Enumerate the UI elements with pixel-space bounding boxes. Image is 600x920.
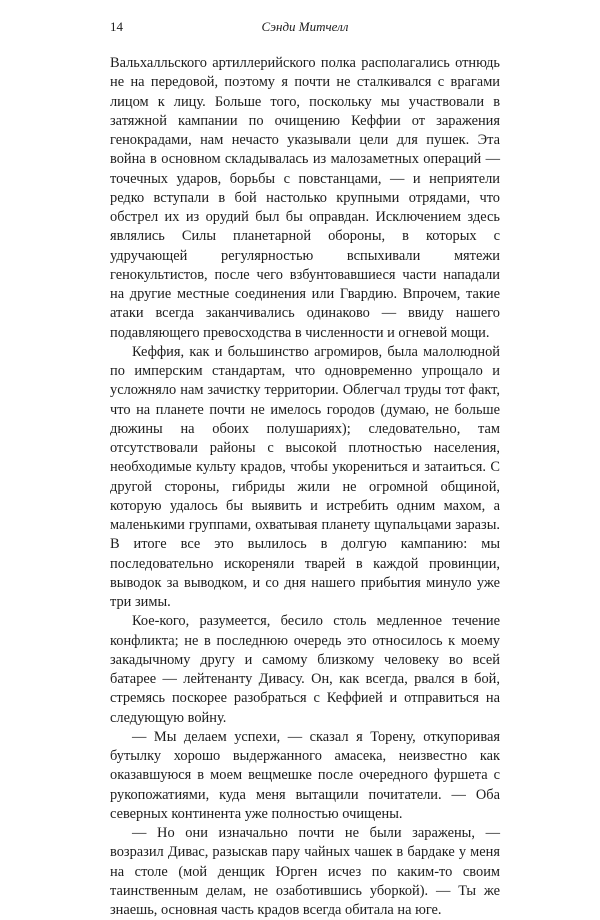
running-title: Сэнди Митчелл [261,19,349,34]
dialogue-paragraph: — Мы делаем успехи, — сказал я Торену, откупоривая бутылку хорошо выдержанного амасека, неизвестно как оказавшуюся в моем вещмешке после очередного фуршета с рукопожатиями, куда меня вытащили почитатели. — Оба северных континента уже полностью очищены. [110,728,500,822]
paragraph: Кое-кого, разумеется, бесило столь медленное течение конфликта; не в последнюю очередь это относилось к моему закадычному другу и самому близкому человеку во всей батарее — лейтенанту Дивасу. Он, как всегда, рвался в бой, стремясь поскорее разобраться с Кеффией и отправиться на следующую войну. [110,613,500,726]
paragraph-continuation: Вальхалльского артиллерийского полка располагались отнюдь не на передовой, поэтому я почти не сталкивался с врагами лицом к лицу. Больше того, поскольку мы участвовали в затяжной кампании по очищению Кеффии от заражения генокрадами, нам нечасто указывали цели для пушек. Эта война в основном складывалась из малозаметных операций — точечных ударов, борьбы с повстанцами, — и неприятели редко вступали в бой настолько крупными отрядами, что обстрел их из орудий был бы оправдан. Исключением здесь являлись Силы планетарной обороны, в которых с удручающей регулярностью вспыхивали мятежи генокультистов, после чего взбунтовавшиеся части нападали на другие местные соединения или Гвардию. Впрочем, такие атаки всегда заканчивались одинаково — ввиду нашего подавляющего превосходства в численности и огневой мощи. [110,55,500,341]
page-number: 14 [110,19,123,34]
dialogue-paragraph: — Но они изначально почти не были заражены, — возразил Дивас, разыскав пару чайных чашек в бардаке у меня на столе (мой денщик Юрген исчез по каким-то своим таинственным делам, не озаботившись уборкой). — Ты же знаешь, основная часть крадов всегда обитала на юге. [110,825,500,918]
paragraph: Кеффия, как и большинство агромиров, была малолюдной по имперским стандартам, что одновременно упрощало и усложняло нам зачистку территории. Облегчал труды тот факт, что на планете почти не имелось городов (думаю, не больше дюжины на обоих полушариях); следовательно, там отсутствовали районы с высокой плотностью населения, необходимые культу крадов, чтобы укорениться и затаиться. С другой стороны, гибриды жили не огромной общиной, которую удалось бы выявить и истребить одним махом, а маленькими группами, охватывая планету щупальцами заразы. В итоге все это вылилось в долгую кампанию: мы последовательно искореняли тварей в каждой провинции, выводок за выводком, и со дня нашего прибытия минуло уже три зимы. [110,343,500,610]
body-text [110,54,500,920]
page-header [110,19,500,41]
